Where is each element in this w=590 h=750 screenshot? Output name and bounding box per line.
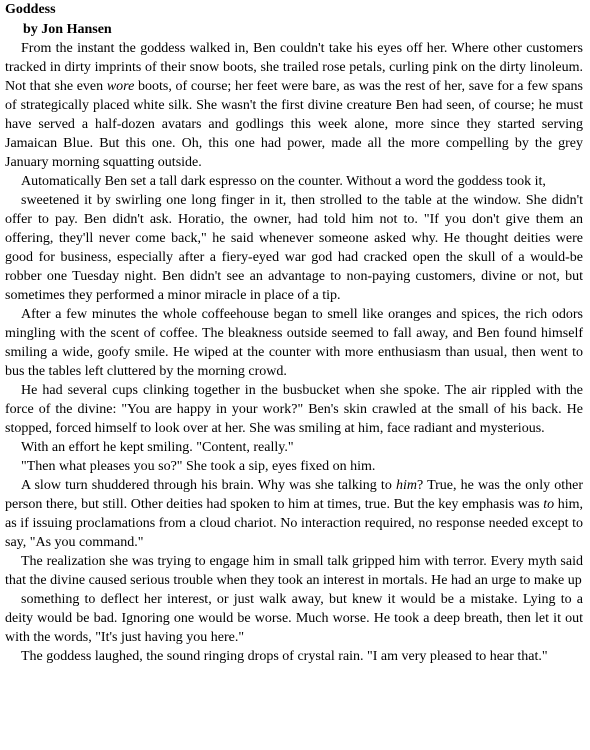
story-paragraph [5, 647, 583, 666]
paragraph-text: ? True, he was the only other person there, but still. Other deities had spoken to him at times, true. But the key emphasis was [5, 478, 583, 512]
paragraph-text: The realization she was trying to engage him in small talk gripped him with terror. Every myth said that the divine caused serious trouble when they took an interest in mortals. He had an urge to make up [5, 554, 583, 588]
story-paragraph [5, 172, 583, 191]
story-paragraph [5, 191, 583, 305]
story-paragraph [5, 39, 583, 172]
paragraph-text: him, as if issuing proclamations from a cloud chariot. No interaction required, no response needed except to say, "As you command." [5, 497, 583, 550]
story-paragraph [5, 590, 583, 647]
paragraph-text: He had several cups clinking together in the busbucket when she spoke. The air rippled with the force of the divine: "You are happy in your work?" Ben's skin crawled at the small of his back. He stopped, forced himself to look over at her. She was smiling at him, face radiant and mysterious. [5, 383, 583, 436]
story-paragraph [5, 381, 583, 438]
paragraph-text: The goddess laughed, the sound ringing drops of crystal rain. "I am very pleased to hear that." [21, 649, 548, 664]
story-paragraph [5, 476, 583, 552]
story-byline: by Jon Hansen [23, 22, 112, 37]
story-paragraph [5, 552, 583, 590]
story-paragraph [5, 457, 583, 476]
paragraph-text: Automatically Ben set a tall dark espresso on the counter. Without a word the goddess took it, [21, 174, 546, 189]
paragraph-text: After a few minutes the whole coffeehouse began to smell like oranges and spices, the rich odors mingling with the scent of coffee. The bleakness outside seemed to fall away, and Ben found himself smiling a wide, goofy smile. He wiped at the counter with more enthusiasm than usual, then went to bus the tables left cluttered by the morning crowd. [5, 307, 583, 379]
paragraph-text: something to deflect her interest, or just walk away, but knew it would be a mistake. Lying to a deity would be bad. Ignoring one would be worse. Much worse. He took a deep breath, then let it out with the words, "It's just having you here." [5, 592, 583, 645]
paragraph-text: From the instant the goddess walked in, Ben couldn't take his eyes off her. Where other customers tracked in dirty imprints of their snow boots, she trailed rose petals, curling pink on the dirty linoleum. Not that she even [5, 41, 583, 94]
story-page [5, 0, 583, 666]
story-paragraph [5, 305, 583, 381]
paragraph-text: A slow turn shuddered through his brain. Why was she talking to [21, 478, 396, 493]
story-paragraph [5, 438, 583, 457]
story-title: Goddess [5, 2, 56, 17]
paragraph-text: sweetened it by swirling one long finger in it, then strolled to the table at the window. She didn't offer to pay. Ben didn't ask. Horatio, the owner, had told him not to. "If you don't give them an offering, they'll never come back," he said whenever someone asked why. He thought deities were good for business, especially after a fiery-eyed war god had cracked open the skull of a would-be robber one Tuesday night. Ben didn't see an advantage to non-paying customers, divine or not, but sometimes they performed a minor miracle in place of a tip. [5, 193, 583, 303]
emphasis-text: him [395, 478, 417, 493]
paragraph-text: "Then what pleases you so?" She took a sip, eyes fixed on him. [21, 459, 376, 474]
story-body [5, 39, 583, 666]
emphasis-text: wore [106, 79, 135, 94]
paragraph-text: With an effort he kept smiling. "Content, really." [21, 440, 294, 455]
paragraph-text: boots, of course; her feet were bare, as was the rest of her, save for a few spans of strategically placed white silk. She wasn't the first divine creature Ben had seen, of course; he must have served a half-dozen avatars and godlings this week alone, more since they started serving Jamaican Blue. But this one. Oh, this one had power, made all the more compelling by the grey January morning squatting outside. [5, 79, 583, 170]
emphasis-text: to [543, 497, 555, 512]
